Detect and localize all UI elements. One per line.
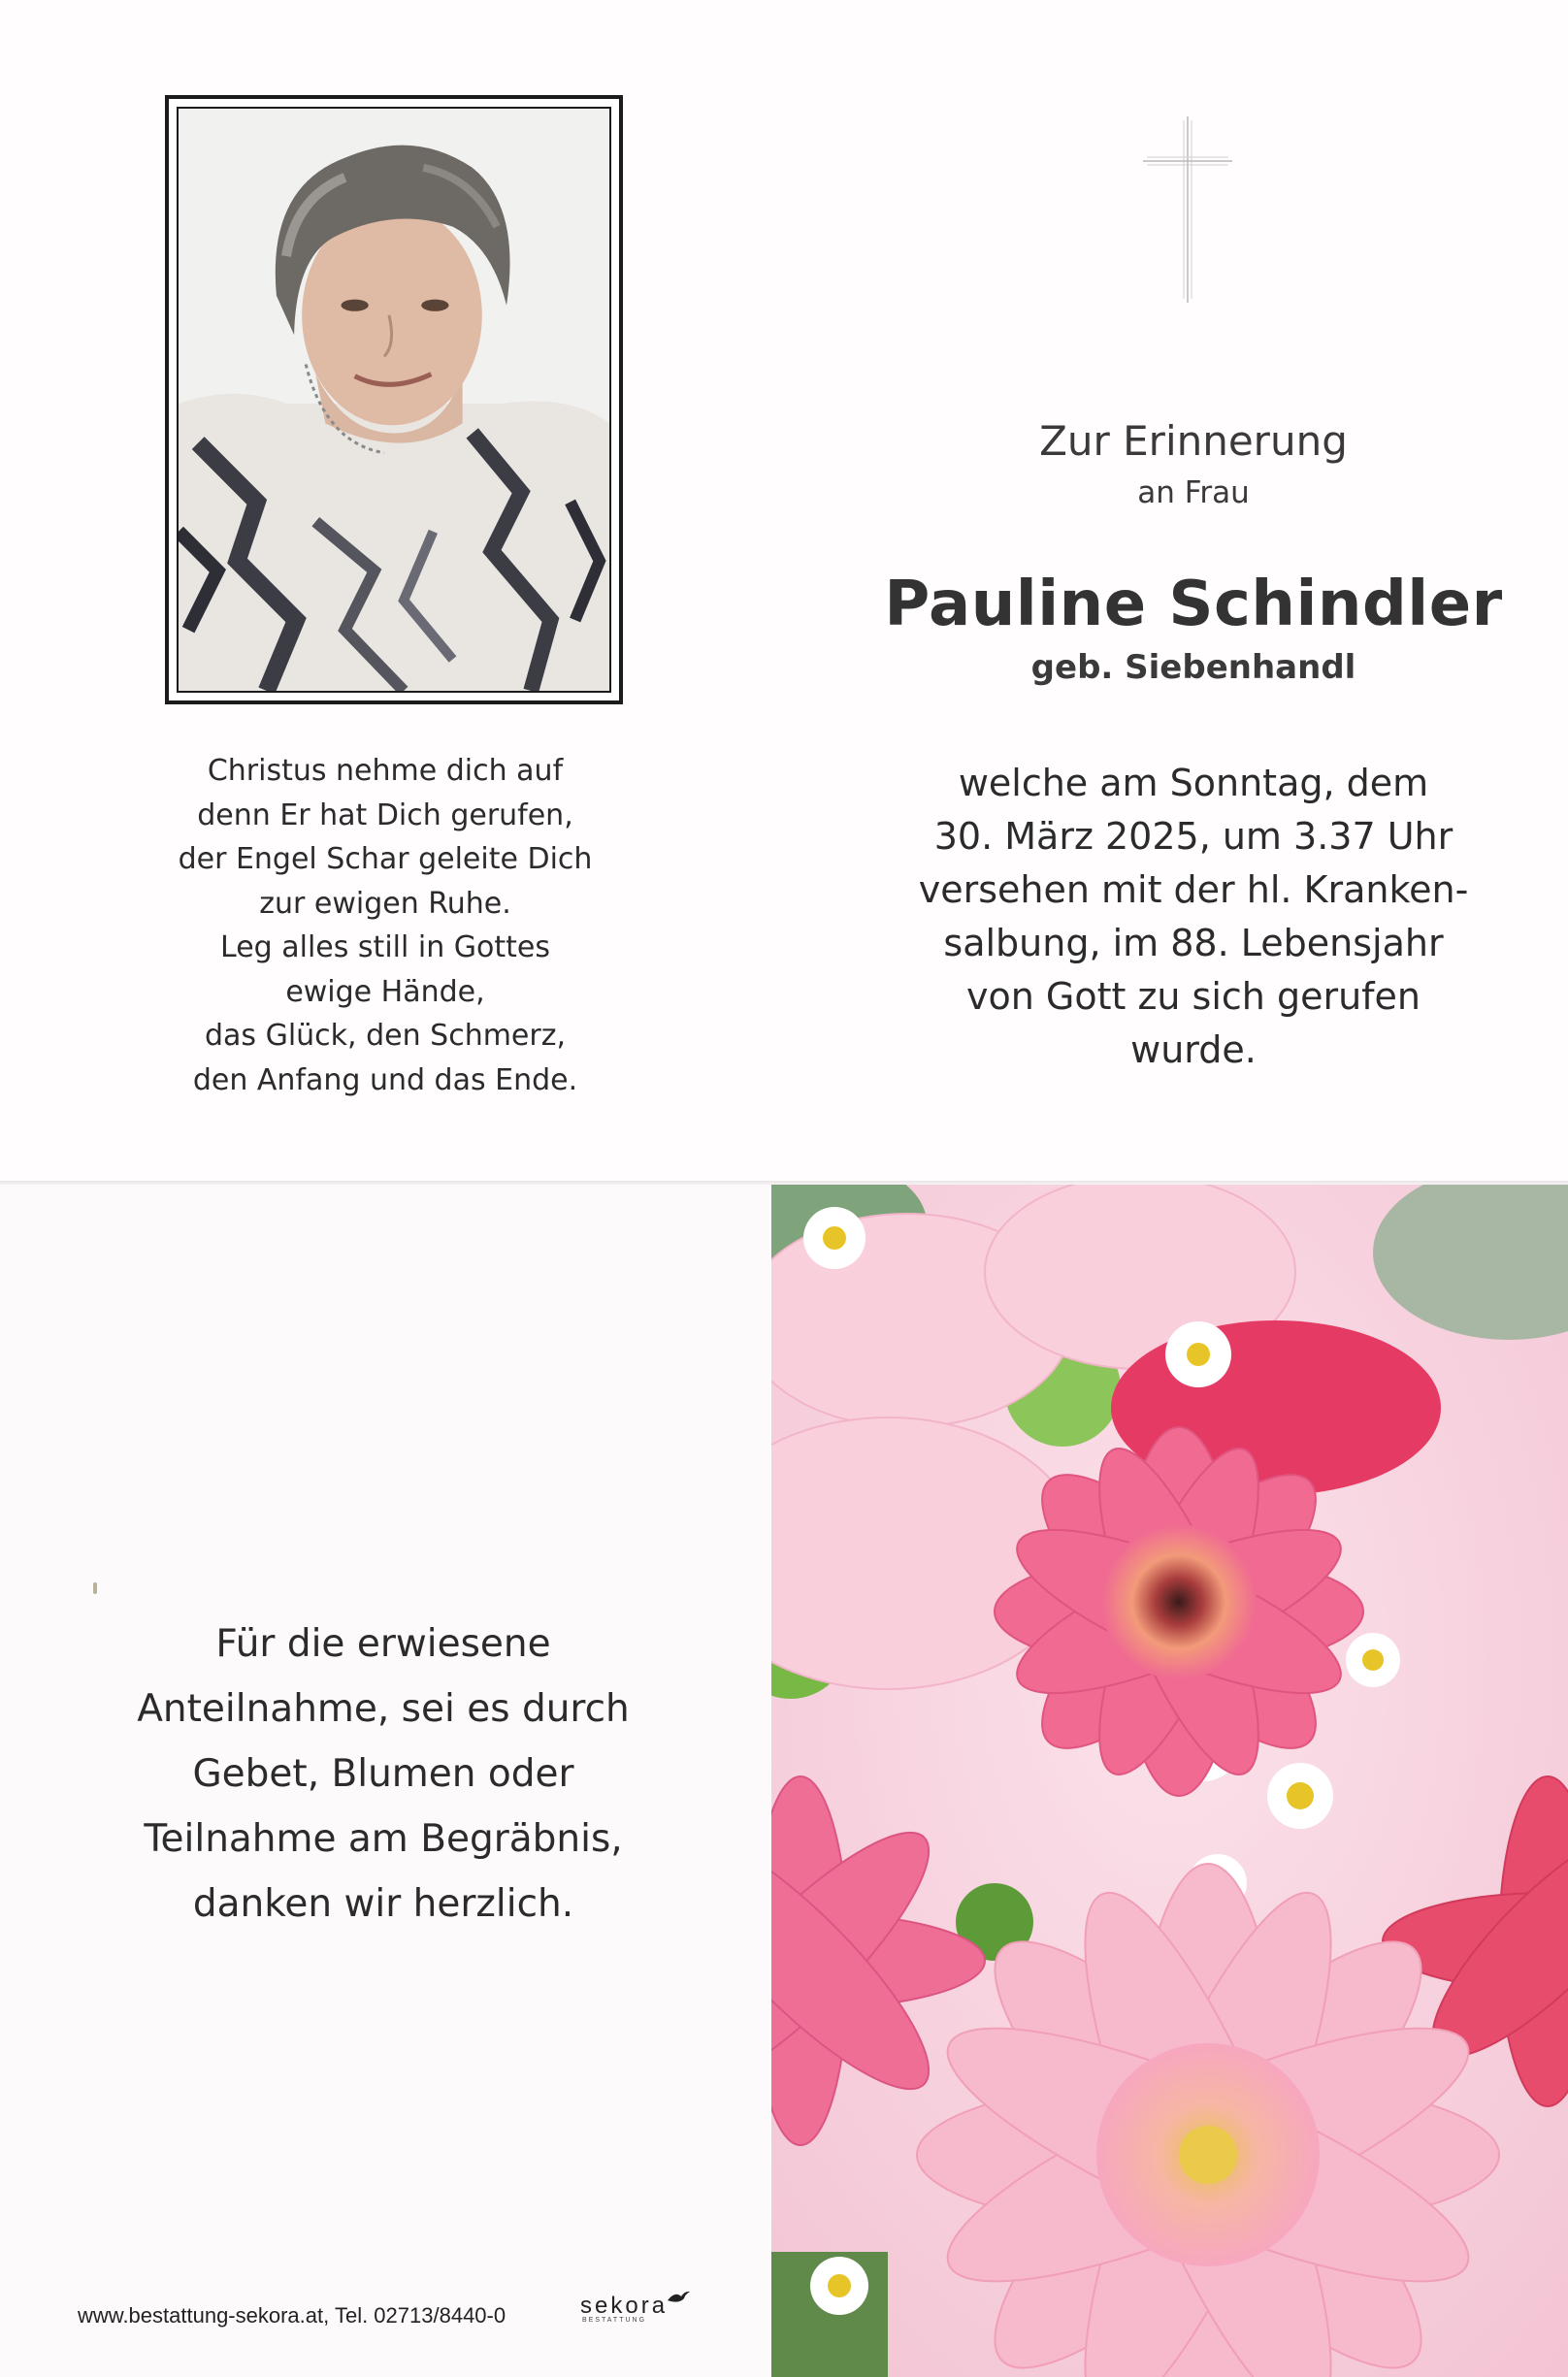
logo-tag: BESTATTUNG xyxy=(582,2317,647,2324)
verse-line: den Anfang und das Ende. xyxy=(192,1062,578,1097)
verse-line: das Glück, den Schmerz, xyxy=(204,1019,567,1053)
verse-line: zur ewigen Ruhe. xyxy=(259,886,511,921)
portrait-frame xyxy=(165,95,623,704)
death-line: 30. März 2025, um 3.37 Uhr xyxy=(933,815,1454,858)
death-line: wurde. xyxy=(1130,1028,1257,1071)
footer-contact: www.bestattung-sekora.at, Tel. 02713/8440-0 xyxy=(78,2303,506,2328)
cross-icon xyxy=(1141,114,1234,305)
logo-word: sekora xyxy=(580,2293,669,2319)
bird-icon xyxy=(666,2289,691,2306)
death-notice xyxy=(873,757,1514,1077)
portrait-photo xyxy=(177,107,611,693)
thanks-line: Teilnahme am Begräbnis, xyxy=(144,1817,623,1861)
paper-speck xyxy=(93,1582,97,1594)
card-back xyxy=(0,1185,1568,2377)
flower-image xyxy=(771,1185,1568,2377)
thanks-line: Für die erwiesene xyxy=(215,1622,551,1666)
verse-line: denn Er hat Dich gerufen, xyxy=(197,798,573,832)
death-line: salbung, im 88. Lebensjahr xyxy=(943,922,1444,964)
sekora-logo xyxy=(580,2293,668,2324)
deceased-name: Pauline Schindler xyxy=(884,569,1503,640)
birth-name: geb. Siebenhandl xyxy=(1030,648,1356,687)
thanks-line: Gebet, Blumen oder xyxy=(192,1752,574,1796)
verse-line: der Engel Schar geleite Dich xyxy=(178,842,593,876)
card-front xyxy=(0,0,1568,1181)
thanks-line: danken wir herzlich. xyxy=(192,1882,574,1926)
memory-subtitle: an Frau xyxy=(1137,475,1250,510)
verse-line: Leg alles still in Gottes xyxy=(220,930,550,964)
death-line: von Gott zu sich gerufen xyxy=(965,975,1421,1018)
verse-line: Christus nehme dich auf xyxy=(207,754,564,788)
death-line: versehen mit der hl. Kranken- xyxy=(918,868,1469,911)
verse xyxy=(146,749,625,1102)
thanks-line: Anteilnahme, sei es durch xyxy=(137,1687,630,1731)
death-line: welche am Sonntag, dem xyxy=(958,762,1429,804)
memory-title: Zur Erinnerung xyxy=(1039,417,1348,465)
thanks-text xyxy=(116,1612,650,1937)
verse-line: ewige Hände, xyxy=(285,974,485,1009)
